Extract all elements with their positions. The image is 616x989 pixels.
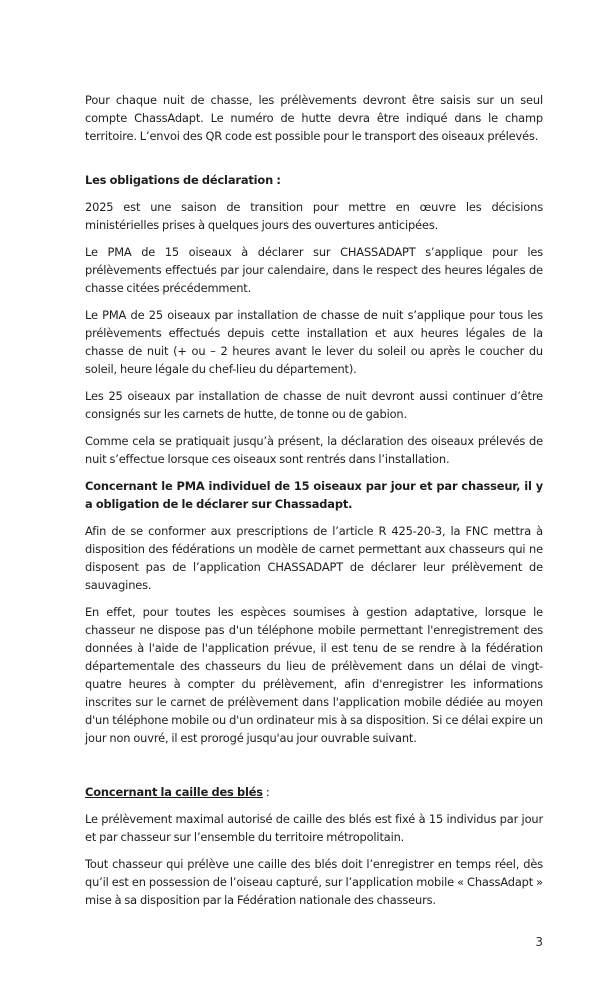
heading-caille-colon: : xyxy=(262,785,270,799)
heading-pma-individuel: Concernant le PMA individuel de 15 oiseaux par jour et par chasseur, il y a obligation de le déclarer sur Chassadapt. xyxy=(85,479,543,511)
page-number: 3 xyxy=(535,935,543,949)
paragraph-pma-25: Le PMA de 25 oiseaux par installation de chasse de nuit s’applique pour tous les prélèvements effectués depuis cette installation et aux heures légales de la chasse de nuit (+ ou – 2 heures avant le lever du soleil ou après le coucher du soleil, heure légale du chef-lieu du département). xyxy=(85,308,543,376)
heading-caille-title: Concernant la caille des blés xyxy=(85,785,263,799)
heading-obligations: Les obligations de déclaration : xyxy=(85,173,281,187)
paragraph-afin: Afin de se conformer aux prescriptions de l’article R 425-20-3, la FNC mettra à disposition des fédérations un modèle de carnet permettant aux chasseurs qui ne disposent pas de l’application CHASSADAPT de déclarer leur prélèvement de sauvagines. xyxy=(85,524,543,592)
paragraph-pma-15: Le PMA de 15 oiseaux à déclarer sur CHASSADAPT s’applique pour les prélèvements effectués par jour calendaire, dans le respect des heures légales de chasse citées précédemment. xyxy=(85,245,543,295)
paragraph-2025: 2025 est une saison de transition pour mettre en œuvre les décisions ministérielles prises à quelques jours des ouvertures anticipées. xyxy=(85,200,543,232)
heading-caille xyxy=(85,783,543,801)
paragraph-caille-pma: Le prélèvement maximal autorisé de caille des blés est fixé à 15 individus par jour et par chasseur sur l’ensemble du territoire métropolitain. xyxy=(85,812,543,844)
intro-paragraph: Pour chaque nuit de chasse, les prélèvements devront être saisis sur un seul compte ChassAdapt. Le numéro de hutte devra être indiqué dans le champ territoire. L’envoi des QR code est possible pour le transport des oiseaux prélevés. xyxy=(85,93,543,143)
paragraph-25-carnets: Les 25 oiseaux par installation de chasse de nuit devront aussi continuer d’être consignés sur les carnets de hutte, de tonne ou de gabion. xyxy=(85,389,543,421)
paragraph-en-effet: En effet, pour toutes les espèces soumises à gestion adaptative, lorsque le chasseur ne dispose pas d'un téléphone mobile permettant l'enregistrement des données à l'aide de l'application prévue, il est tenu de se rendre à la fédération départementale des chasseurs du lieu de prélèvement dans un délai de vingt-quatre heures à compter du prélèvement, afin d'enregistrer les informations inscrites sur le carnet de prélèvement dans l'application mobile dédiée au moyen d'un téléphone mobile ou d'un ordinateur mis à sa disposition. Si ce délai expire un jour non ouvré, il est prorogé jusqu'au jour ouvrable suivant. xyxy=(85,605,543,745)
paragraph-caille-tout: Tout chasseur qui prélève une caille des blés doit l’enregistrer en temps réel, dès qu’il est en possession de l’oiseau capturé, sur l’application mobile « ChassAdapt » mise à sa disposition par la Fédération nationale des chasseurs. xyxy=(85,857,543,907)
paragraph-comme: Comme cela se pratiquait jusqu’à présent, la déclaration des oiseaux prélevés de nuit s’effectue lorsque ces oiseaux sont rentrés dans l’installation. xyxy=(85,434,543,466)
